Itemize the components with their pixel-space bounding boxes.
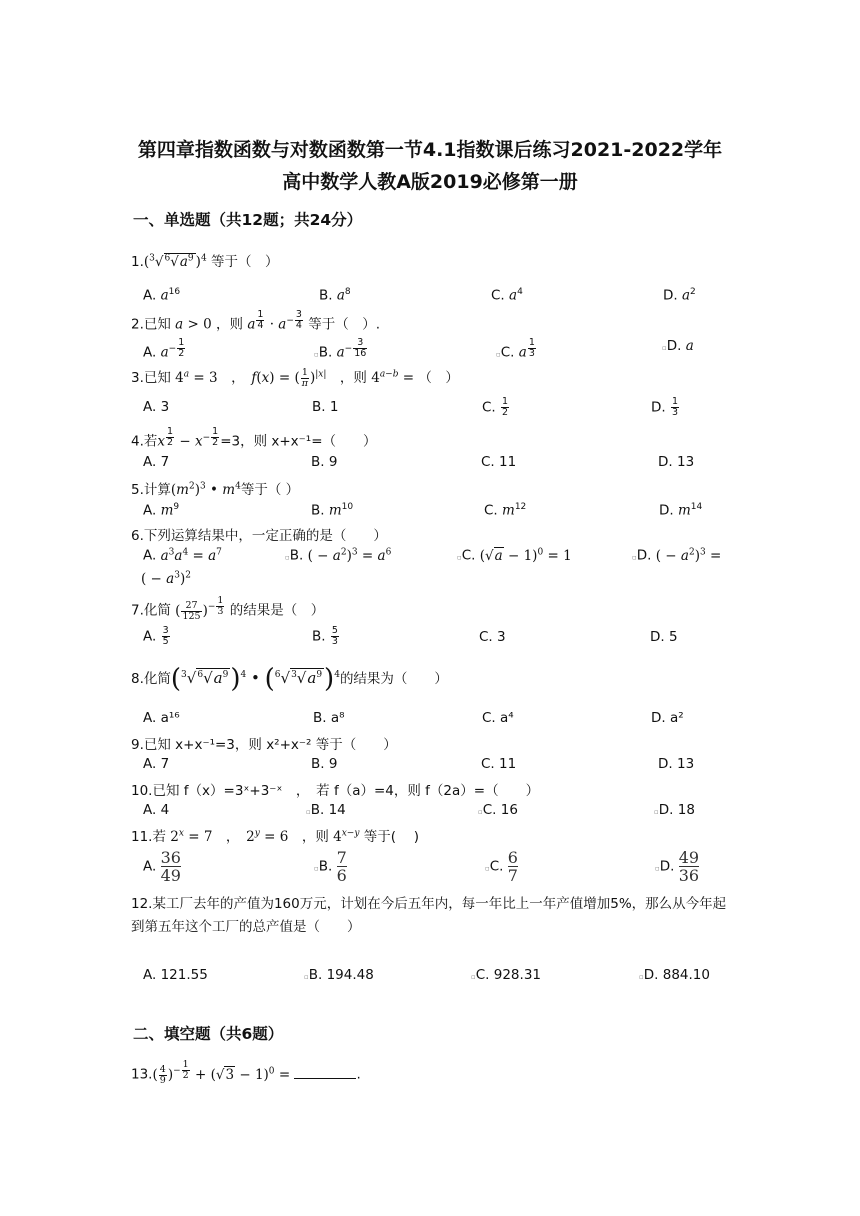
q12-option-d[interactable]: ▫D. 884.10 — [639, 967, 710, 983]
q6-option-c[interactable]: ▫C. $(√a - 1)^0 = 1$ — [457, 547, 572, 564]
q11-option-d[interactable]: ▫D. $\frac{49}{36}$ — [655, 848, 700, 885]
q5-option-c[interactable]: C. $m^{12}$ — [484, 502, 527, 519]
question-8: 8.化简$(^3√^6√a^9)^4$ • $(^6√^3√a^9)^4$的结果为（ ） — [131, 664, 448, 694]
question-3: 3.已知 $4^a = 3$ ， f(x) = ( $\frac{1}{\pi}$ )$^{|x|}$ ，则 $4^{a-b}$ = （ ） — [131, 367, 459, 389]
q7-option-d[interactable]: D. 5 — [650, 629, 678, 645]
q3-option-d[interactable]: D. $\frac{1}{3}$ — [651, 396, 679, 418]
q2-option-b[interactable]: ▫B. $a^{- \frac{3}{16}}$ — [314, 337, 367, 361]
question-11: 11.若 $2^x = 7$ ， $2^y = 6$ ，则 $4^{x-y}$ 等于( ) — [131, 828, 420, 845]
q6-option-a[interactable]: A. $a^3a^4 = a^7$ — [143, 547, 222, 564]
question-1: $1.(^3√^6√a^9$ )$^4$ 等于（ ） — [131, 253, 279, 270]
q3-option-b[interactable]: B. 1 — [312, 399, 339, 415]
q4-option-a[interactable]: A. 7 — [143, 454, 170, 470]
question-6: 6.下列运算结果中，一定正确的是（ ） — [131, 528, 387, 544]
q5-option-a[interactable]: A. $m^9$ — [143, 502, 180, 519]
q9-option-a[interactable]: A. 7 — [143, 756, 170, 772]
q10-option-b[interactable]: ▫B. 14 — [306, 802, 346, 818]
q11-option-c[interactable]: ▫C. $\frac{6}{7}$ — [485, 848, 518, 885]
q3-option-c[interactable]: C. $\frac{1}{2}$ — [482, 396, 509, 418]
q12-option-c[interactable]: ▫C. 928.31 — [471, 967, 541, 983]
q11-option-b[interactable]: ▫B. $\frac{7}{6}$ — [314, 848, 347, 885]
question-4: 4.若x $^{\frac{1}{2}}$ − $x^{- \frac{1}{2}}$ =3，则 x+x⁻¹=（ ） — [131, 426, 377, 450]
q1-option-d[interactable]: D. $a^2$ — [663, 287, 696, 304]
section-heading-fill-in: 二、填空题（共6题） — [133, 1025, 284, 1043]
q6-option-d-continued: ( − $a^3)^2$ — [141, 570, 191, 587]
question-5: 5.计算$(m^2)^3$ • $m^4$等于（ ） — [131, 481, 300, 498]
q4-option-d[interactable]: D. 13 — [658, 454, 695, 470]
q6-option-d[interactable]: ▫D. ( − $a^2)^3$ = — [632, 547, 722, 564]
question-7: 7.化简 ( $\frac{27}{125}$ )$^{- \frac{1}{3}}$ 的结果是（ ） — [131, 595, 325, 622]
q3-option-a[interactable]: A. 3 — [143, 399, 170, 415]
q7-option-b[interactable]: B. $\frac{5}{3}$ — [312, 625, 338, 647]
q12-option-a[interactable]: A. 121.55 — [143, 967, 208, 983]
q8-option-c[interactable]: C. a⁴ — [482, 710, 514, 726]
q5-option-b[interactable]: B. $m^{10}$ — [311, 502, 354, 519]
q9-option-b[interactable]: B. 9 — [311, 756, 338, 772]
question-2: 2.已知 a > 0 ，则 a $^{\frac{1}{4}}$ · $a^{- \frac{3}{4}}$ 等于（ ）. — [131, 309, 381, 333]
document-title-line2: 高中数学人教A版2019必修第一册 — [282, 171, 578, 193]
q9-option-d[interactable]: D. 13 — [658, 756, 695, 772]
q2-option-c[interactable]: ▫C. a $^{\frac{1}{3}}$ — [496, 337, 535, 361]
question-13: 13.( $\frac{4}{9}$ )$^{- \frac{1}{2}}$ + $(√3 - 1)^0$ = . — [131, 1059, 361, 1086]
q2-option-d[interactable]: ▫D. a — [662, 338, 694, 354]
q10-option-a[interactable]: A. 4 — [143, 802, 170, 818]
q5-option-d[interactable]: D. $m^{14}$ — [659, 502, 703, 519]
section-heading-single-choice: 一、单选题（共12题；共24分） — [133, 211, 363, 229]
document-title-line1: 第四章指数函数与对数函数第一节4.1指数课后练习2021-2022学年 — [137, 139, 723, 161]
q12-option-b[interactable]: ▫B. 194.48 — [304, 967, 374, 983]
q10-option-c[interactable]: ▫C. 16 — [478, 802, 518, 818]
question-9: 9.已知 x+x⁻¹=3，则 x²+x⁻² 等于（ ） — [131, 737, 397, 753]
q2-option-a[interactable]: A. $a^{- \frac{1}{2}}$ — [143, 337, 185, 361]
q7-option-a[interactable]: A. $\frac{3}{5}$ — [143, 625, 169, 647]
answer-blank[interactable] — [294, 1068, 356, 1079]
q4-option-c[interactable]: C. 11 — [481, 454, 517, 470]
q8-option-a[interactable]: A. a¹⁶ — [143, 710, 180, 726]
q11-option-a[interactable]: A. $\frac{36}{49}$ — [143, 848, 181, 885]
question-10: 10.已知 f（x）=3ˣ+3⁻ˣ ， 若 f（a）=4，则 f（2a）=（ ） — [131, 783, 540, 799]
q10-option-d[interactable]: ▫D. 18 — [654, 802, 695, 818]
q1-option-a[interactable]: A. $a^{16}$ — [143, 287, 181, 304]
q7-option-c[interactable]: C. 3 — [479, 629, 506, 645]
q8-option-b[interactable]: B. a⁸ — [313, 710, 345, 726]
q9-option-c[interactable]: C. 11 — [481, 756, 517, 772]
q1-option-c[interactable]: C. $a^4$ — [491, 287, 523, 304]
q1-option-b[interactable]: B. $a^8$ — [319, 287, 351, 304]
q8-option-d[interactable]: D. a² — [651, 710, 684, 726]
q4-option-b[interactable]: B. 9 — [311, 454, 338, 470]
q6-option-b[interactable]: ▫B. ( − $a^2)^3 = a^6$ — [285, 547, 392, 564]
question-12: 12.某工厂去年的产值为160万元，计划在今后五年内，每一年比上一年产值增加5%，那么从今年起到第五年这个工厂的总产值是（ ） — [131, 896, 727, 935]
